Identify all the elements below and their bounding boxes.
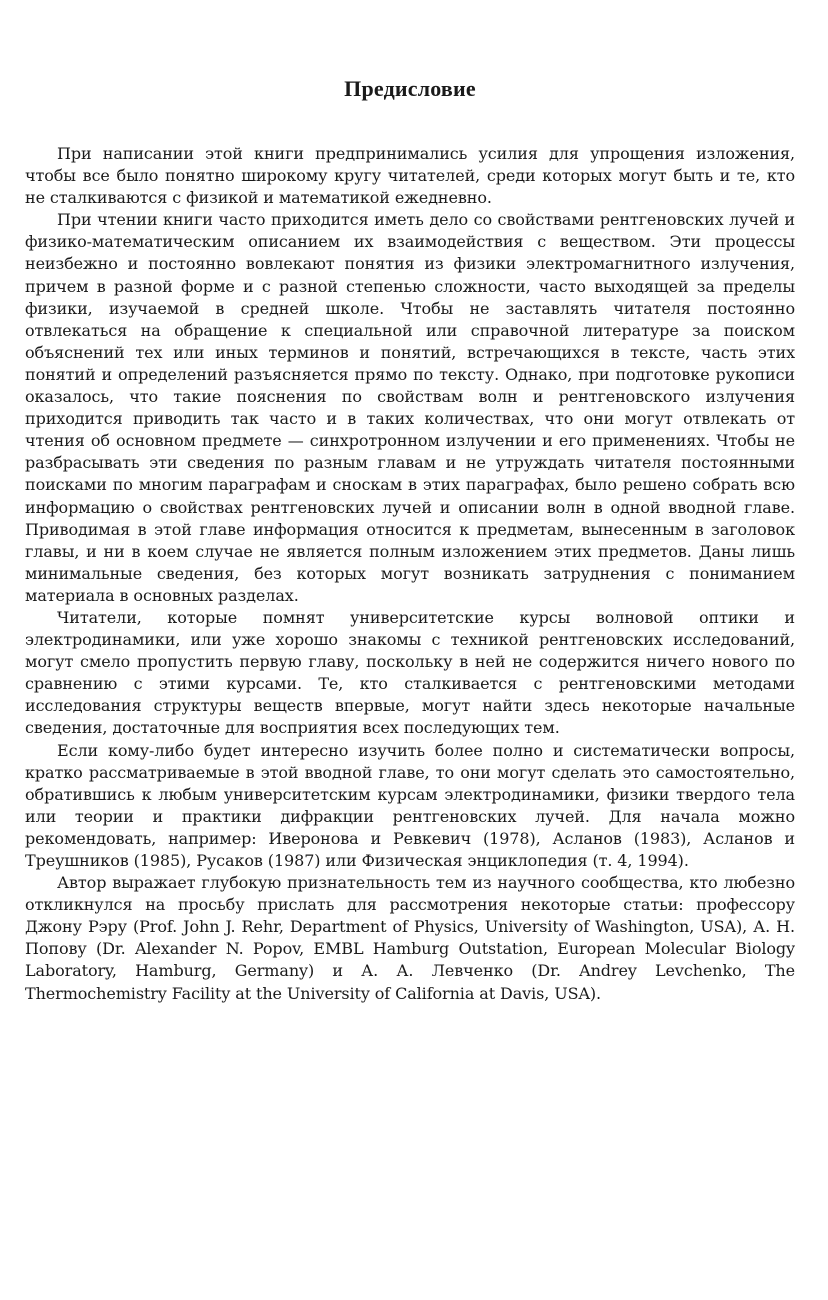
paragraph: При чтении книги часто приходится иметь дело со свойствами рентгеновских лучей и физико-математическим описанием их взаимодействия с веществом. Эти процессы неизбежно и постоянно вовлекают понятия из физики электромагнитного излучения, причем в разной форме и с разной степенью сложности, часто выходящей за пределы физики, изучаемой в средней школе. Чтобы не заставлять читателя постоянно отвлекаться на обращение к специальной или справочной литературе за поиском объяснений тех или иных терминов и понятий, встречающихся в тексте, часть этих понятий и определений разъясняется прямо по тексту. Однако, при подготовке рукописи оказалось, что такие пояснения по свойствам волн и рентгеновского излучения приходится приводить так часто и в таких количествах, что они могут отвлекать от чтения об основном предмете — синхротронном излучении и его применениях. Чтобы не разбрасывать эти сведения по разным главам и не утруждать читателя постоянными поисками по многим параграфам и сноскам в этих параграфах, было решено собрать всю информацию о свойствах рентгеновских лучей и описании волн в одной вводной главе. Приводимая в этой главе информация относится к предметам, вынесенным в заголовок главы, и ни в коем случае не является полным изложением этих предметов. Даны лишь минимальные сведения, без которых могут возникать затруднения с пониманием материала в основных разделах.: [25, 210, 795, 605]
paragraph: Если кому-либо будет интересно изучить более полно и систематически вопросы, кратко рассматриваемые в этой вводной главе, то они могут сделать это самостоятельно, обратившись к любым университетским курсам электродинамики, физики твердого тела или теории и практики дифракции рентгеновских лучей. Для начала можно рекомендовать, например: Иверонова и Ревкевич (1978), Асланов (1983), Асланов и Треушников (1985), Русаков (1987) или Физическая энциклопедия (т. 4, 1994).: [25, 740, 795, 870]
page-title: Предисловие: [344, 76, 476, 101]
paragraph: Автор выражает глубокую признательность тем из научного сообщества, кто любезно откликнулся на просьбу прислать для рассмотрения некоторые статьи: профессору Джону Рэру (Prof. John J. Rehr, Department of Physics, University of Washington, USA), А. Н. Попову (Dr. Alexander N. Popov, EMBL Hamburg Outstation, European Molecular Biology Laboratory, Hamburg, Germany) и А. А. Левченко (Dr. Andrey Levchenko, The Thermochemistry Facility at the University of California at Davis, USA).: [25, 873, 795, 1003]
paragraph: При написании этой книги предпринимались усилия для упрощения изложения, чтобы все было понятно широкому кругу читателей, среди которых могут быть и те, кто не сталкиваются с физикой и математикой ежедневно.: [25, 144, 795, 208]
document-page: [25, 0, 795, 1005]
preface-body: [25, 143, 795, 1005]
paragraph: Читатели, которые помнят университетские курсы волновой оптики и электродинамики, или уже хорошо знакомы с техникой рентгеновских исследований, могут смело пропустить первую главу, поскольку в ней не содержится ничего нового по сравнению с этими курсами. Те, кто сталкивается с рентгеновскими методами исследования структуры веществ впервые, могут найти здесь некоторые начальные сведения, достаточные для восприятия всех последующих тем.: [25, 607, 795, 738]
